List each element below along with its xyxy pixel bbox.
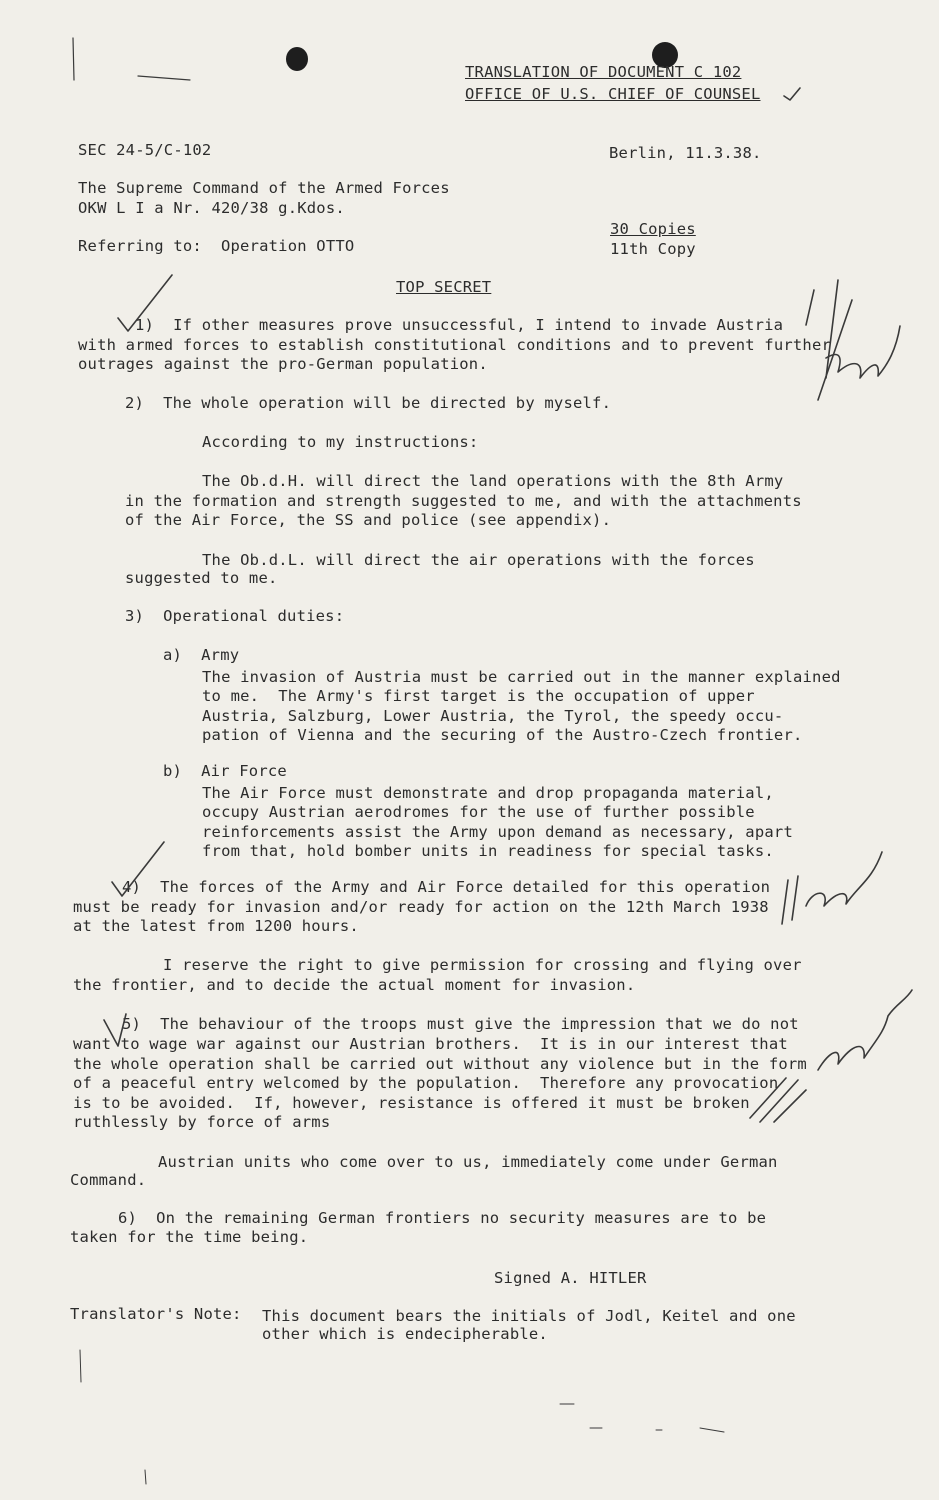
p5-line3: the whole operation shall be carried out without any violence but in the form <box>73 1055 807 1073</box>
p2-odl-line2: suggested to me. <box>125 569 278 587</box>
p2-instructions: According to my instructions: <box>202 433 479 451</box>
translator-note-line2: other which is endecipherable. <box>262 1325 548 1343</box>
p3a-line1: The invasion of Austria must be carried out in the manner explained <box>202 668 841 686</box>
place-date: Berlin, 11.3.38. <box>609 144 762 162</box>
sender-line2: OKW L I a Nr. 420/38 g.Kdos. <box>78 199 345 217</box>
classification-title: TOP SECRET <box>396 278 492 296</box>
p4b-line1: I reserve the right to give permission for crossing and flying over <box>163 956 802 974</box>
p6-line1: 6) On the remaining German frontiers no security measures are to be <box>118 1209 767 1227</box>
p2-odh-line1: The Ob.d.H. will direct the land operations with the 8th Army <box>202 472 784 490</box>
p4-line2: must be ready for invasion and/or ready for action on the 12th March 1938 <box>73 898 769 916</box>
p5b-line1: Austrian units who come over to us, immediately come under German <box>158 1153 778 1171</box>
p1-line1: 1) If other measures prove unsuccessful, I intend to invade Austria <box>135 316 784 334</box>
p4b-line2: the frontier, and to decide the actual moment for invasion. <box>73 976 636 994</box>
p3a-line3: Austria, Salzburg, Lower Austria, the Tyrol, the speedy occu- <box>202 707 784 725</box>
p5b-line2: Command. <box>70 1171 147 1189</box>
translator-note-label: Translator's Note: <box>70 1305 242 1323</box>
p2-odh-line2: in the formation and strength suggested to me, and with the attachments <box>125 492 802 510</box>
signature: Signed A. HITLER <box>494 1269 647 1287</box>
p2-odh-line3: of the Air Force, the SS and police (see appendix). <box>125 511 612 529</box>
referring-to: Referring to: Operation OTTO <box>78 237 355 255</box>
p3a-line2: to me. The Army's first target is the occupation of upper <box>202 687 755 705</box>
p3b-line4: from that, hold bomber units in readiness for special tasks. <box>202 842 774 860</box>
translation-header-line2: OFFICE OF U.S. CHIEF OF COUNSEL <box>465 85 761 103</box>
p3a-line4: pation of Vienna and the securing of the Austro-Czech frontier. <box>202 726 803 744</box>
p5-line1: 5) The behaviour of the troops must give the impression that we do not <box>122 1015 799 1033</box>
p2-line: 2) The whole operation will be directed by myself. <box>125 394 612 412</box>
p4-line3: at the latest from 1200 hours. <box>73 917 359 935</box>
p3b-line3: reinforcements assist the Army upon demand as necessary, apart <box>202 823 793 841</box>
sender-line1: The Supreme Command of the Armed Forces <box>78 179 450 197</box>
p3b-line2: occupy Austrian aerodromes for the use of further possible <box>202 803 755 821</box>
p1-line2: with armed forces to establish constitutional conditions and to prevent further <box>78 336 832 354</box>
p5-line6: ruthlessly by force of arms <box>73 1113 331 1131</box>
p3b-line1: The Air Force must demonstrate and drop propaganda material, <box>202 784 774 802</box>
p6-line2: taken for the time being. <box>70 1228 309 1246</box>
p5-line4: of a peaceful entry welcomed by the population. Therefore any provocation <box>73 1074 779 1092</box>
translation-header-line1: TRANSLATION OF DOCUMENT C 102 <box>465 63 742 81</box>
copy-number: 11th Copy <box>610 240 696 258</box>
p1-line3: outrages against the pro-German population. <box>78 355 488 373</box>
p2-odl-line1: The Ob.d.L. will direct the air operations with the forces <box>202 551 755 569</box>
p4-line1: 4) The forces of the Army and Air Force detailed for this operation <box>122 878 771 896</box>
p3b-heading: b) Air Force <box>163 762 287 780</box>
p3a-heading: a) Army <box>163 646 240 664</box>
translator-note-line1: This document bears the initials of Jodl, Keitel and one <box>262 1307 796 1325</box>
p3-line: 3) Operational duties: <box>125 607 345 625</box>
p5-line2: want to wage war against our Austrian brothers. It is in our interest that <box>73 1035 788 1053</box>
p5-line5: is to be avoided. If, however, resistance is offered it must be broken <box>73 1094 750 1112</box>
copies-count: 30 Copies <box>610 220 696 238</box>
reference-code: SEC 24-5/C-102 <box>78 141 212 159</box>
